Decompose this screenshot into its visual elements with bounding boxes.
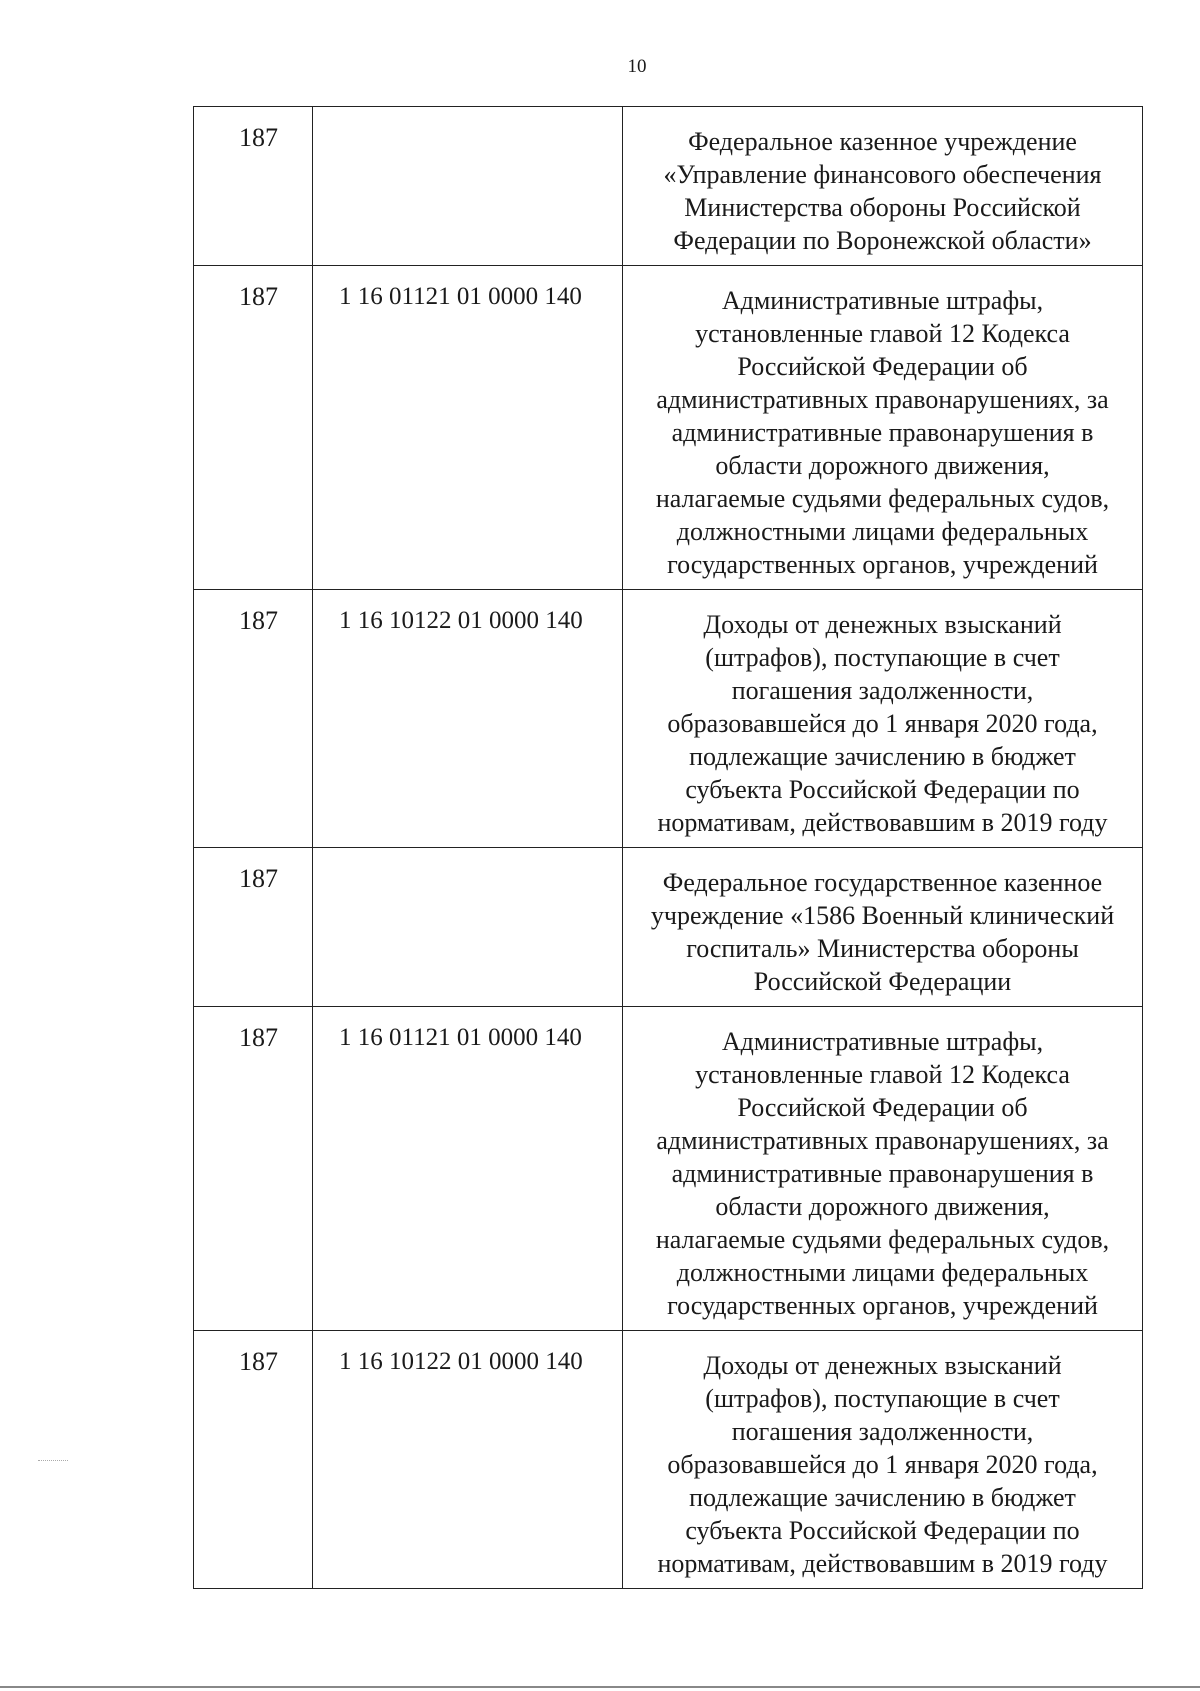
description-line: погашения задолженности, [731, 676, 1034, 705]
description-line: должностными лицами федеральных [676, 517, 1089, 546]
description-line: (штрафов), поступающие в счет [705, 643, 1060, 672]
description-cell [623, 590, 1143, 848]
description-line: нормативам, действовавшим в 2019 году [657, 808, 1108, 837]
description-line: должностными лицами федеральных [676, 1258, 1089, 1287]
description-line: Федеральное государственное казенное [662, 868, 1103, 897]
description-line: подлежащие зачислению в бюджет [689, 1483, 1076, 1512]
description-cell [623, 848, 1143, 1007]
description-line: Административные штрафы, [721, 1027, 1044, 1056]
description-cell [623, 266, 1143, 590]
budget-code-cell [313, 848, 623, 1007]
admin-code-cell: 187 [194, 266, 313, 590]
description-cell [623, 1007, 1143, 1331]
admin-code-cell: 187 [194, 1007, 313, 1331]
description-line: административные правонарушения в [671, 418, 1094, 447]
scan-artifact [38, 1460, 68, 1463]
admin-code-cell: 187 [194, 848, 313, 1007]
description-cell [623, 1331, 1143, 1589]
description-line: установленные главой 12 Кодекса [695, 1060, 1070, 1089]
revenue-codes-table [193, 106, 1143, 1589]
admin-code-cell: 187 [194, 107, 313, 266]
table-row [194, 590, 1143, 848]
description-line: подлежащие зачислению в бюджет [689, 742, 1076, 771]
description-line: Министерства обороны Российской [684, 193, 1081, 222]
description-line: Федерации по Воронежской области» [673, 226, 1092, 255]
description-line: (штрафов), поступающие в счет [705, 1384, 1060, 1413]
budget-code-cell [313, 107, 623, 266]
table-row [194, 1007, 1143, 1331]
description-line: субъекта Российской Федерации по [685, 1516, 1080, 1545]
description-line: налагаемые судьями федеральных судов, [655, 1225, 1110, 1254]
description-line: образовавшейся до 1 января 2020 года, [667, 709, 1098, 738]
description-line: установленные главой 12 Кодекса [695, 319, 1070, 348]
description-line: Административные штрафы, [721, 286, 1044, 315]
budget-code-cell: 1 16 01121 01 0000 140 [313, 266, 623, 590]
budget-code-cell: 1 16 01121 01 0000 140 [313, 1007, 623, 1331]
description-line: Российской Федерации об [737, 352, 1028, 381]
description-line: государственных органов, учреждений [667, 550, 1098, 579]
table-body [194, 107, 1143, 1589]
description-line: Российской Федерации [753, 967, 1012, 996]
description-line: погашения задолженности, [731, 1417, 1034, 1446]
description-line: субъекта Российской Федерации по [685, 775, 1080, 804]
description-line: государственных органов, учреждений [667, 1291, 1098, 1320]
description-line: нормативам, действовавшим в 2019 году [657, 1549, 1108, 1578]
description-line: налагаемые судьями федеральных судов, [655, 484, 1110, 513]
description-line: госпиталь» Министерства обороны [686, 934, 1079, 963]
page-number: 10 [627, 56, 647, 77]
table-row [194, 848, 1143, 1007]
description-line: административных правонарушениях, за [656, 385, 1109, 414]
description-line: учреждение «1586 Военный клинический [650, 901, 1115, 930]
description-line: административных правонарушениях, за [656, 1126, 1109, 1155]
scan-edge-line [0, 1686, 1200, 1688]
description-line: Федеральное казенное учреждение [688, 127, 1077, 156]
table-row [194, 107, 1143, 266]
admin-code-cell: 187 [194, 1331, 313, 1589]
description-line: административные правонарушения в [671, 1159, 1094, 1188]
description-line: Доходы от денежных взысканий [703, 610, 1062, 639]
description-line: области дорожного движения, [715, 1192, 1050, 1221]
description-cell [623, 107, 1143, 266]
description-line: Российской Федерации об [737, 1093, 1028, 1122]
description-line: области дорожного движения, [715, 451, 1050, 480]
admin-code-cell: 187 [194, 590, 313, 848]
description-line: образовавшейся до 1 января 2020 года, [667, 1450, 1098, 1479]
description-line: Доходы от денежных взысканий [703, 1351, 1062, 1380]
table-row [194, 1331, 1143, 1589]
table-row [194, 266, 1143, 590]
budget-code-cell: 1 16 10122 01 0000 140 [313, 1331, 623, 1589]
budget-code-cell: 1 16 10122 01 0000 140 [313, 590, 623, 848]
description-line: «Управление финансового обеспечения [663, 160, 1102, 189]
